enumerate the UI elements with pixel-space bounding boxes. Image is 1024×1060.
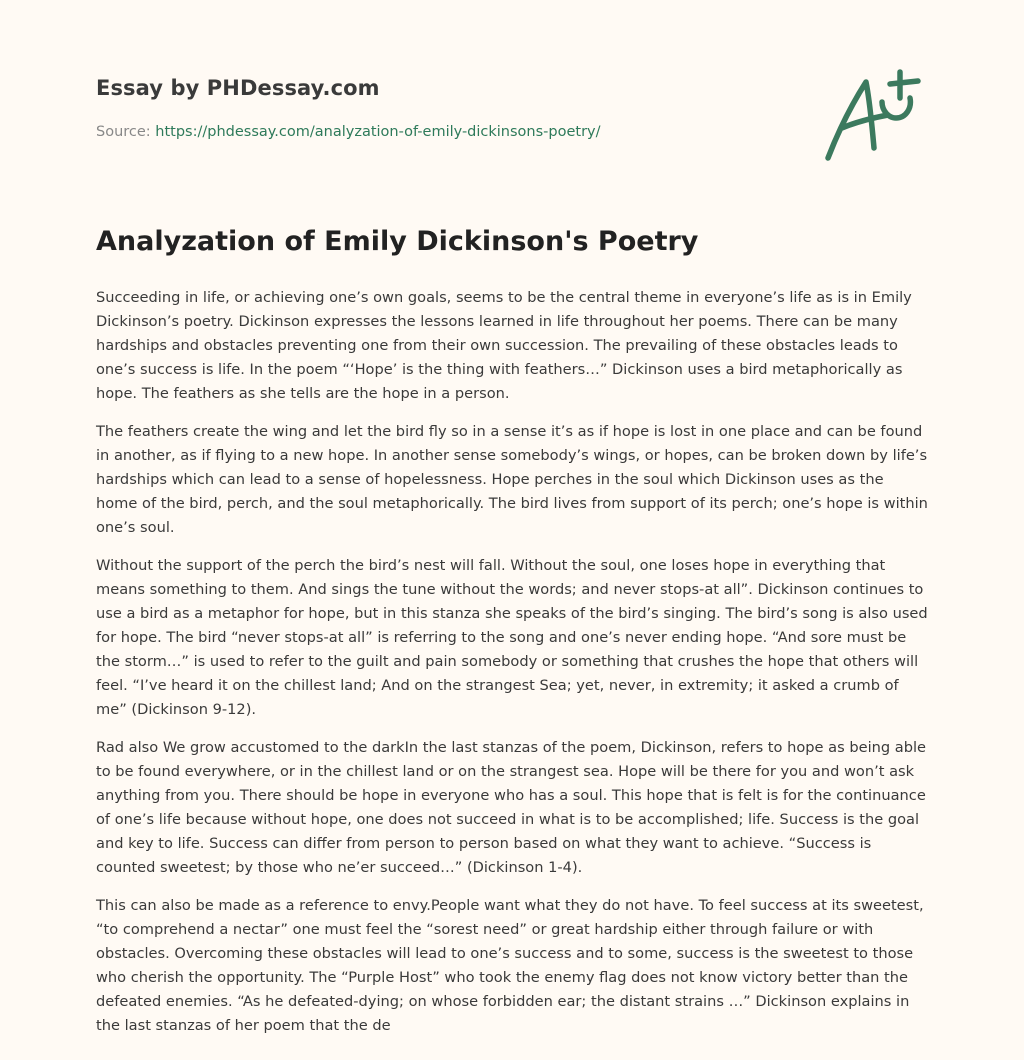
source-label: Source: [96,124,156,140]
essay-page [96,0,928,1034]
a-plus-logo-icon [820,68,926,164]
essay-body [96,286,928,1052]
essay-title: Analyzation of Emily Dickinson's Poetry [96,226,699,257]
essay-paragraph: This can also be made as a reference to envy.People want what they do not have. To feel success at its sweetest, “to comprehend a nectar” one must feel the “sorest need” or great hardship either through failure or with obstacles. Overcoming these obstacles will lead to one’s success and to some, success is the sweetest to those who cherish the opportunity. The “Purple Host” who took the enemy flag does not know victory better than the defeated enemies. “As he defeated-dying; on whose forbidden ear; the distant strains …” Dickinson explains in the last stanzas of her poem that the de [96,897,924,1034]
page-header [96,0,928,175]
source-link[interactable]: https://phdessay.com/analyzation-of-emily-dickinsons-poetry/ [155,124,601,140]
essay-paragraph: Succeeding in life, or achieving one’s own goals, seems to be the central theme in everyone’s life as is in Emily Dickinson’s poetry. Dickinson expresses the lessons learned in life throughout her poems. There can be many hardships and obstacles preventing one from their own succession. The prevailing of these obstacles leads to one’s success is life. In the poem “‘Hope’ is the thing with feathers…” Dickinson uses a bird metaphorically as hope. The feathers as she tells are the hope in a person. [96,289,912,402]
essay-paragraph: Rad also We grow accustomed to the darkIn the last stanzas of the poem, Dickinson, refers to hope as being able to be found everywhere, or in the chillest land or on the strangest sea. Hope will be there for you and won’t ask anything from you. There should be hope in everyone who has a soul. This hope that is felt is for the continuance of one’s life because without hope, one does not succeed in what is to be accomplished; life. Success is the goal and key to life. Success can differ from person to person based on what they want to achieve. “Success is counted sweetest; by those who ne’er succeed…” (Dickinson 1-4). [96,739,927,876]
source-line [96,124,601,140]
site-brand: Essay by PHDessay.com [96,76,380,100]
essay-paragraph: The feathers create the wing and let the bird fly so in a sense it’s as if hope is lost in one place and can be found in another, as if flying to a new hope. In another sense somebody’s wings, or hopes, can be broken down by life’s hardships which can lead to a sense of hopelessness. Hope perches in the soul which Dickinson uses as the home of the bird, perch, and the soul metaphorically. The bird lives from support of its perch; one’s hope is within one’s soul. [96,423,928,536]
essay-paragraph: Without the support of the perch the bird’s nest will fall. Without the soul, one loses hope in everything that means something to them. And sings the tune without the words; and never stops-at all”. Dickinson continues to use a bird as a metaphor for hope, but in this stanza she speaks of the bird’s singing. The bird’s song is also used for hope. The bird “never stops-at all” is referring to the song and one’s never ending hope. “And sore must be the storm…” is used to refer to the guilt and pain somebody or something that crushes the hope that others will feel. “I’ve heard it on the chillest land; And on the strangest Sea; yet, never, in extremity; it asked a crumb of me” (Dickinson 9-12). [96,557,928,718]
